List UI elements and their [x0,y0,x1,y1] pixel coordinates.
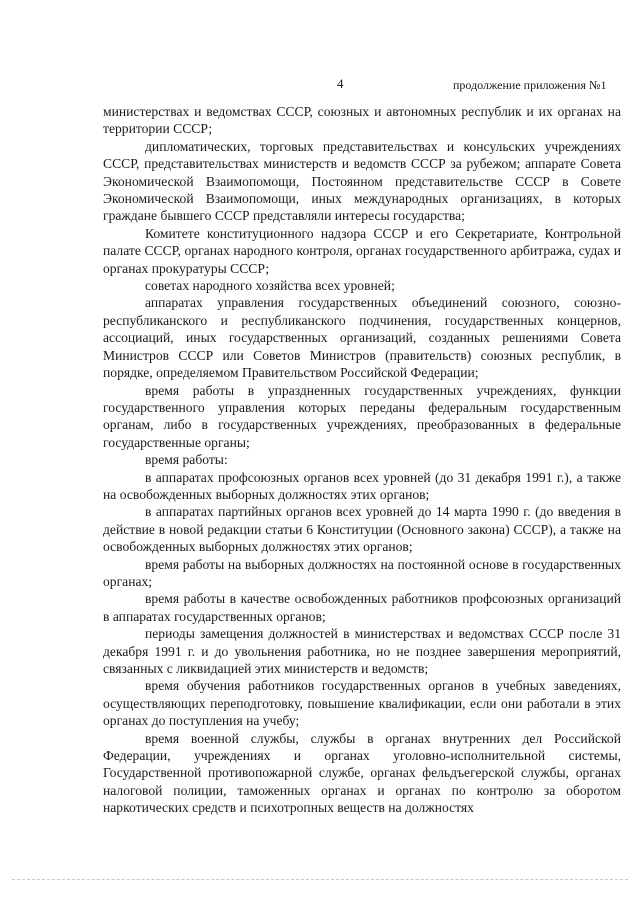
paragraph-training: время обучения работников государственных органов в учебных заведениях, осуществляющих переподготовку, повышение квалификации, если они работали в этих органах до поступления на учебу; [103,678,621,729]
footer-divider [12,879,628,880]
paragraph-diplomatic: дипломатических, торговых представительствах и консульских учреждениях СССР, представительствах министерств и ведомств СССР за рубежом; аппарате Совета Экономической Взаимопомощи, Постоянном представительстве СССР в Совете Экономической Взаимопомощи, иных международных организациях, в которых граждане бывшего СССР представляли интересы государства; [103,138,621,224]
paragraph-abolished-institutions: время работы в упраздненных государственных учреждениях, функции государственного управления которых переданы федеральным государственным органам, либо в государственных учреждениях, преобразованных в федеральные государственные органы; [103,382,621,450]
paragraph-trade-unions: в аппаратах профсоюзных органов всех уровней (до 31 декабря 1991 г.), а также на освобожденных выборных должностях этих органов; [103,469,621,502]
document-body [103,103,621,817]
appendix-continuation-label: продолжение приложения №1 [453,78,607,92]
paragraph-released-workers: время работы в качестве освобожденных работников профсоюзных организаций в аппаратах государственных органов; [103,591,621,624]
paragraph-state-associations: аппаратах управления государственных объединений союзного, союзно-республиканского и республиканского подчинения, государственных концернов, ассоциаций, иных государственных организаций, созданных решениями Совета Министров СССР или Советов Министров (правительств) союзных республик, в порядке, определяемом Правительством Российской Федерации; [103,295,621,381]
paragraph-work-time: время работы: [145,452,228,468]
paragraph-constitutional-committee: Комитете конституционного надзора СССР и его Секретариате, Контрольной палате СССР, органах народного контроля, органах государственного арбитража, судах и органах прокуратуры СССР; [103,225,621,276]
paragraph-military-service: время военной службы, службы в органах внутренних дел Российской Федерации, учреждениях и органах уголовно-исполнительной системы, Государственной противопожарной службе, органах фельдъегерской службы, органах налоговой полиции, таможенных органах и органах по контролю за оборотом наркотических средств и психотропных веществ на должностях [103,730,621,816]
paragraph-ministry-positions: периоды замещения должностей в министерствах и ведомствах СССР после 31 декабря 1991 г. и до увольнения работника, но не позднее завершения мероприятий, связанных с ликвидацией этих министерств и ведомств; [103,626,621,676]
paragraph-ministries: министерствах и ведомствах СССР, союзных и автономных республик и их органах на территории СССР; [103,104,621,137]
page-number: 4 [337,76,344,91]
paragraph-economic-councils: советах народного хозяйства всех уровней; [145,278,395,294]
paragraph-elected-positions: время работы на выборных должностях на постоянной основе в государственных органах; [103,556,621,589]
paragraph-party-organs: в аппаратах партийных органов всех уровней до 14 марта 1990 г. (до введения в действие в новой редакции статьи 6 Конституции (Основного закона) СССР), а также на освобожденных выборных должностях этих органов; [103,504,621,555]
